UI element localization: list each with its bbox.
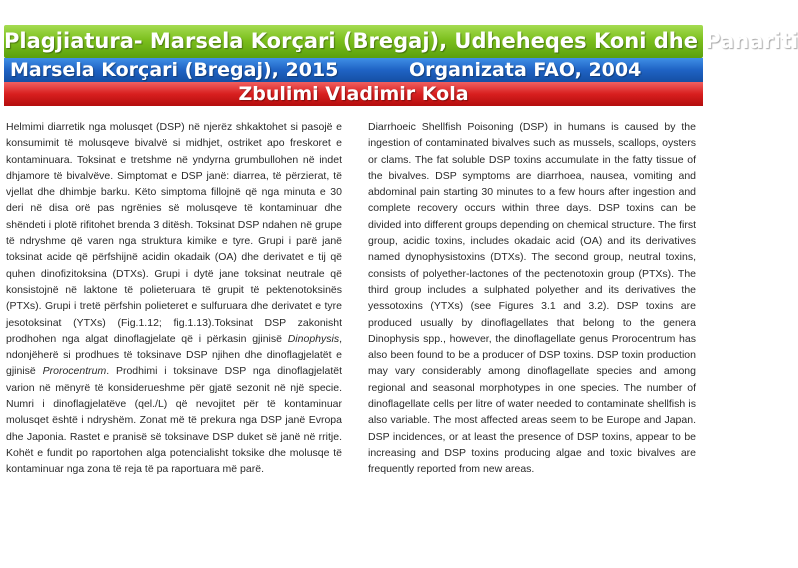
discoverer-text: Zbulimi Vladimir Kola xyxy=(238,83,469,105)
left-author-text: Marsela Korçari (Bregaj), 2015 xyxy=(10,59,339,81)
right-source-text: Organizata FAO, 2004 xyxy=(409,59,642,81)
authors-banner xyxy=(4,58,703,82)
albanian-text-part3: . Prodhimi i toksinave DSP nga dinoflagjelatët varion në mënyrë të konsiderueshme për gjatë sezonit në një specie. Numri i dinoflagjelatëve (qel./L) që nevojitet për të kontaminuar molusqet është i ndryshëm. Zonat më të prekura nga DSP janë Evropa dhe Japonia. Rastet e pranisë së toksinave DSP duket së janë në rritje. Kohët e fundit po raportohen alga potencialisht toksike dhe molusqe të kontaminuar nga zona të reja të pa raportuara më parë. xyxy=(6,365,342,476)
albanian-text-part2: , ndonjëherë si prodhues të toksinave DSP njihen dhe dinoflagjelatët e gjinisë xyxy=(6,332,342,378)
english-text-column xyxy=(368,119,696,478)
genus-prorocentrum: Prorocentrum xyxy=(42,365,107,378)
title-banner xyxy=(4,25,798,58)
genus-dinophysis: Dinophysis xyxy=(287,332,340,345)
english-paragraph: Diarrhoeic Shellfish Poisoning (DSP) in humans is caused by the ingestion of contaminated bivalves such as mussels, scallops, oysters or clams. The fat soluble DSP toxins accumulate in the fatty tissue of the bivalves. DSP symptoms are diarrhoea, nausea, vomiting and abdominal pain starting 30 minutes to a few hours after ingestion and complete recovery occurs within three days. DSP toxins can be divided into different groups depending on chemical structure. The first group, acidic toxins, includes okadaic acid (OA) and its derivatives named dynophysistoxins (DTXs). The second group, neutral toxins, consists of polyether-lactones of the pectenotoxin group (PTXs). The third group includes a sulphated polyether and its derivatives the yessotoxins (YTXs) (see Figures 3.1 and 3.2). DSP toxins are produced usually by dinoflagellates that belong to the genera Dinophysis spp., however, the dinoflagellate genus Prorocentrum has also been found to be a producer of DSP toxins. DSP toxin production may vary considerably among dinoflagellate species and among regional and seasonal morphotypes in one species. The number of dinoflagellate cells per litre of water needed to contaminate shellfish is also variable. The most affected areas seem to be Europe and Japan. DSP incidences, or at least the presence of DSP toxins, appear to be increasing and DSP toxins producing algae and toxic bivalves are frequently reported from new areas. xyxy=(368,121,696,476)
title-text: Plagjiatura- Marsela Korçari (Bregaj), Udheheqes Koni dhe Panariti xyxy=(4,29,798,53)
albanian-text-part1: Helmimi diarretik nga molusqet (DSP) në njerëz shkaktohet si pasojë e konsumimit të molusqeve bivalvë si midhjet, ostriket apo freskoret e kontaminuara. Toksinat e tretshme në yndyrna grumbullohen në indet dhjamore të bivalvëve. Simptomat e DSP janë: diarrea, të përzierat, të vjellat dhe dhimbje barku. Këto simptoma fillojnë që nga minuta e 30 deri në disa orë pas ngrënies së molusqeve të kontaminuar dhe shëndeti i plotë rifitohet brenda 3 ditësh. Toksinat DSP ndahen në grupe të ndryshme që varen nga struktura kimike e tyre. Grupi i parë janë toksinat acide që përfshijnë acidin okadaik (OA) dhe derivatet e tij që quhen dinofizitoksina (DTXs). Grupi i dytë jane toksinat neutrale që konsistojnë në laktone të polieteruara të grupit të pektenotoksinës (PTXs). Grupi i tretë përfshin polieteret e sulfuruara dhe derivatet e tyre jesotoksinat (YTXs) (Fig.1.12; fig.1.13).Toksinat DSP zakonisht prodhohen nga algat dinoflagjelate që i përkasin gjinisë xyxy=(6,121,342,345)
albanian-paragraph xyxy=(6,119,342,478)
discoverer-banner xyxy=(4,82,703,106)
albanian-text-column xyxy=(6,119,342,478)
